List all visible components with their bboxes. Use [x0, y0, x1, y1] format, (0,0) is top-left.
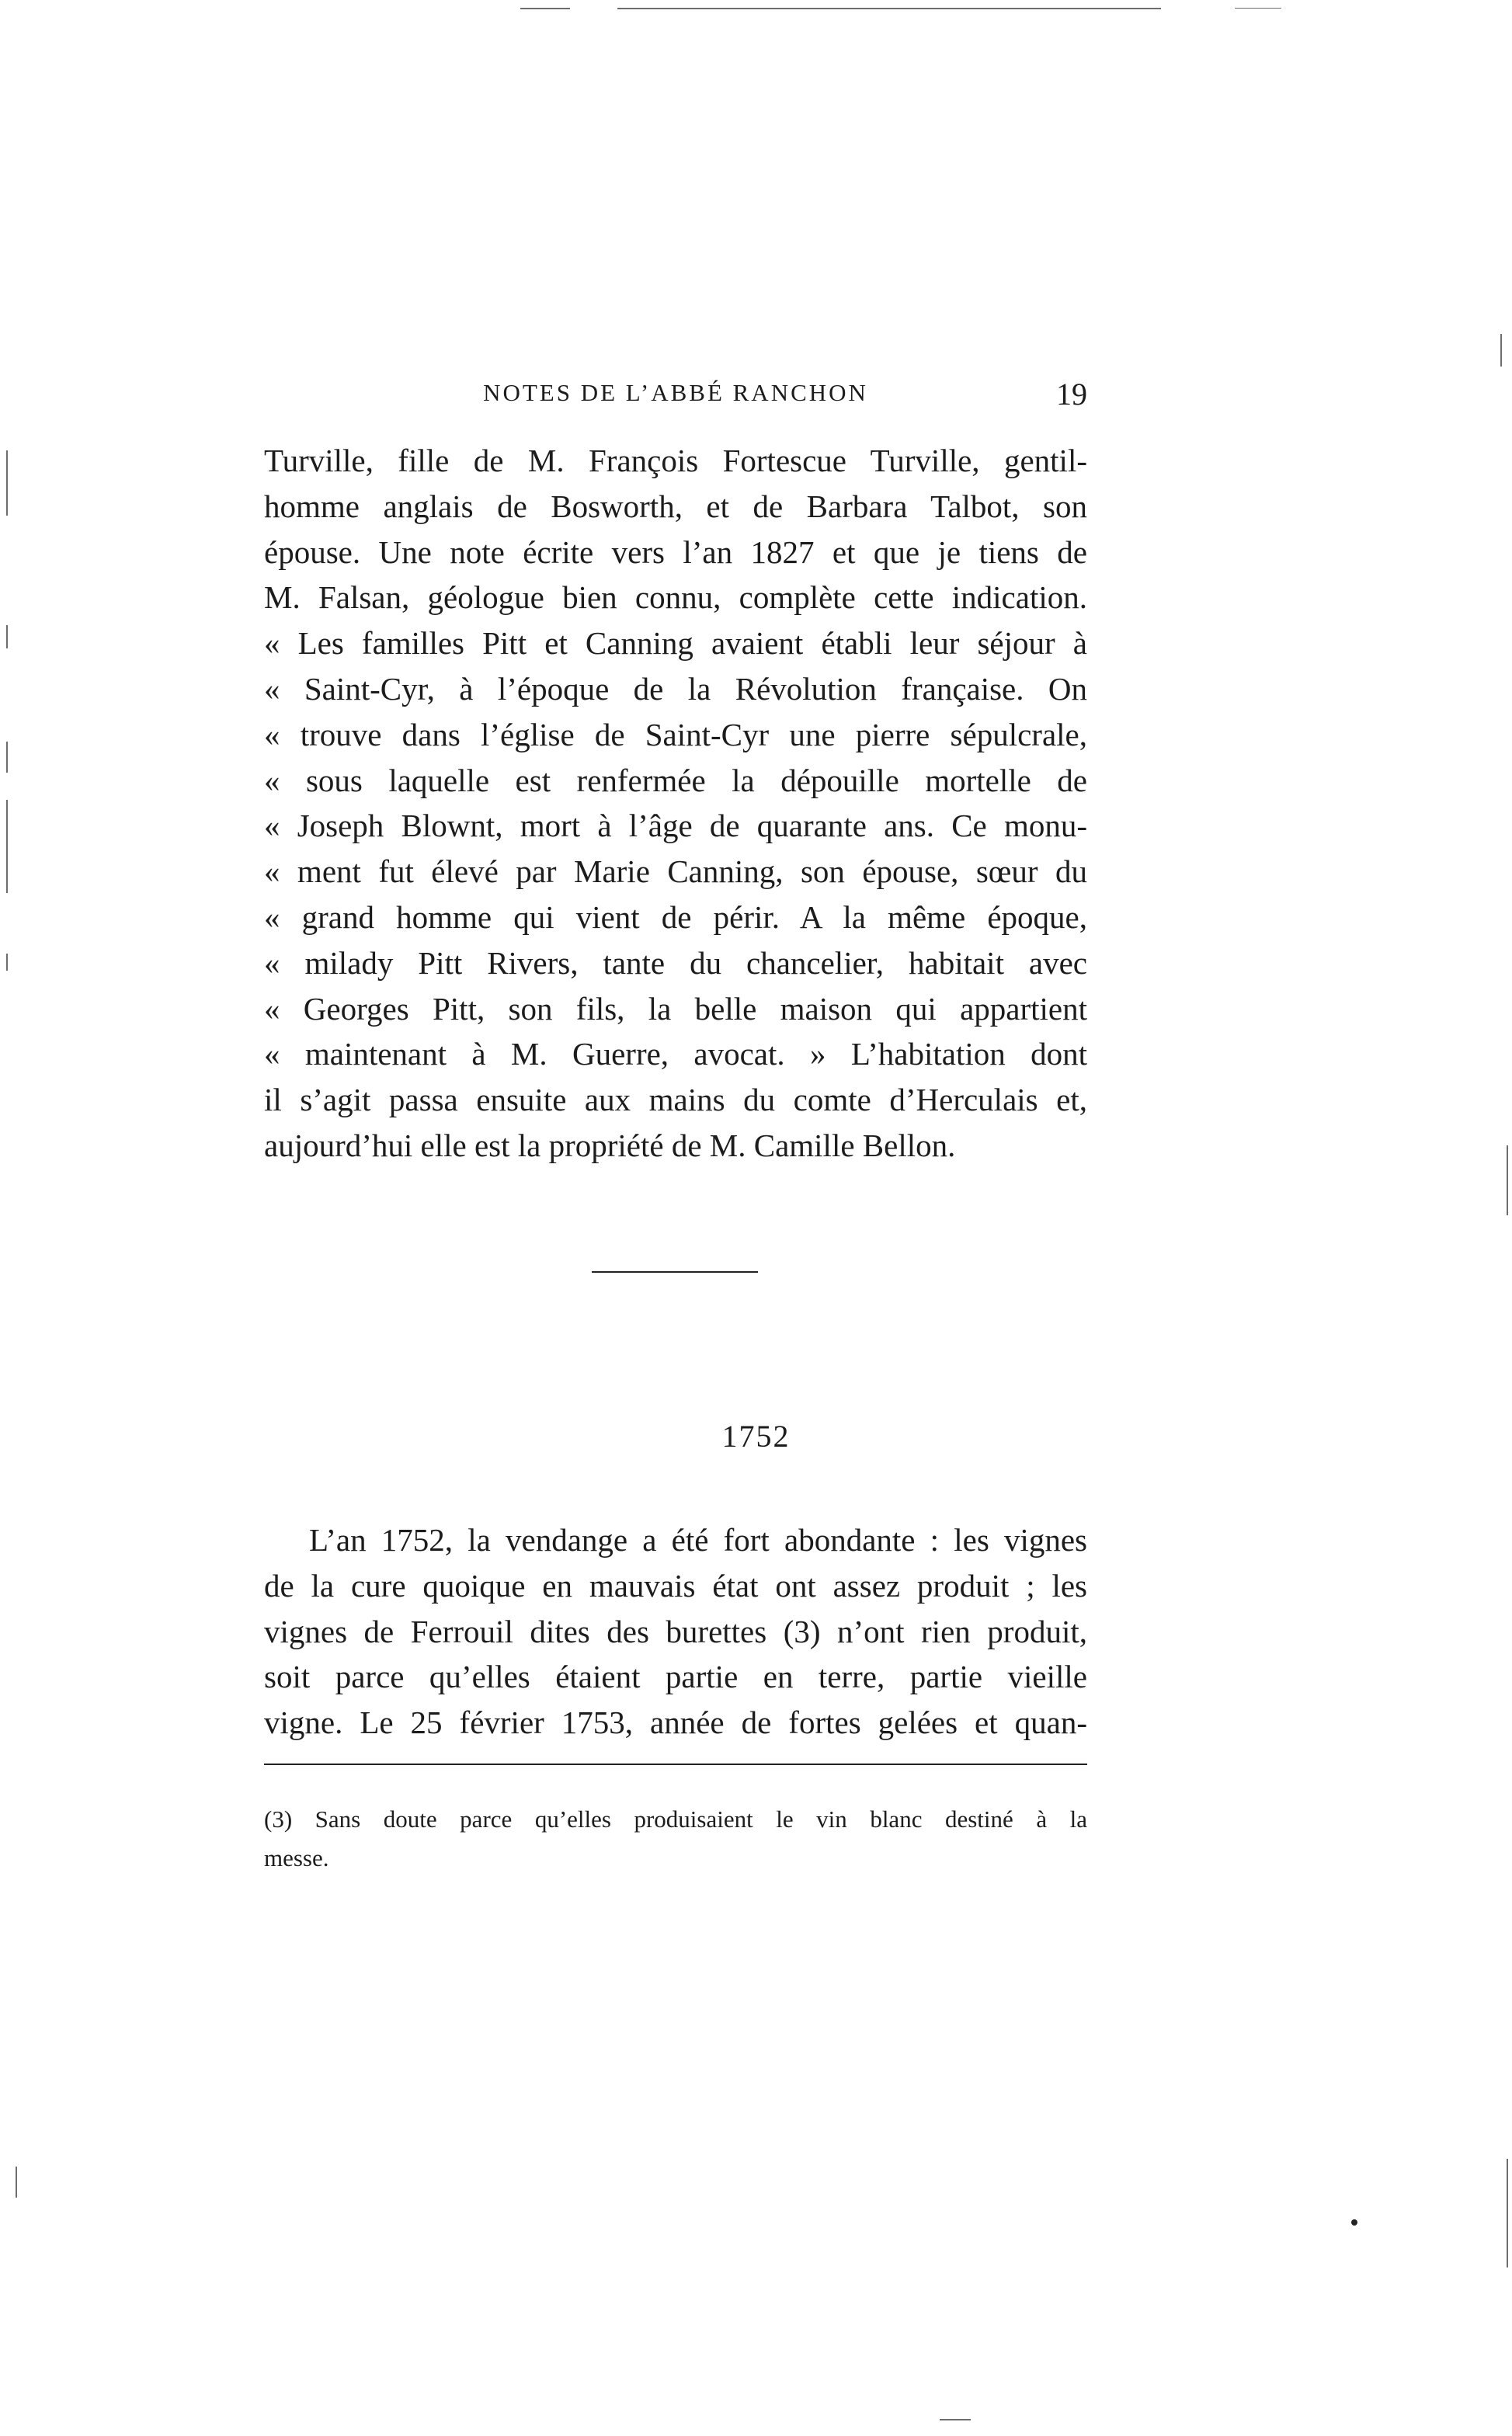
quoted-line: « milady Pitt Rivers, tante du chancelier, habitait avec — [264, 944, 1087, 981]
scan-artifact — [6, 450, 8, 516]
quoted-line: « grand homme qui vient de périr. A la même époque, — [264, 898, 1087, 935]
text-line: aujourd’hui elle est la propriété de M. Camille Bellon. — [264, 1127, 956, 1163]
section-heading-year: 1752 — [721, 1419, 791, 1454]
page-number: 19 — [1056, 377, 1087, 412]
scan-artifact — [617, 8, 1161, 9]
text-line: M. Falsan, géologue bien connu, complète cette indication. — [264, 579, 1087, 616]
paragraph-continued — [264, 438, 1087, 1169]
section-divider — [592, 1271, 758, 1273]
text-line: soit parce qu’elles étaient partie en terre, partie vieille — [264, 1659, 1087, 1695]
scan-artifact — [520, 8, 570, 9]
quoted-line: « trouve dans l’église de Saint-Cyr une pierre sépulcrale, — [264, 716, 1087, 752]
running-head — [264, 379, 1087, 418]
scan-artifact — [1507, 1145, 1508, 1215]
text-line: L’an 1752, la vendange a été fort abondante : les vignes — [309, 1522, 1087, 1558]
quoted-line: « Les familles Pitt et Canning avaient établi leur séjour à — [264, 625, 1087, 662]
running-title: NOTES DE L’ABBÉ RANCHON — [483, 379, 868, 406]
footnote-line: messe. — [264, 1844, 329, 1871]
text-line: homme anglais de Bosworth, et de Barbara Talbot, son — [264, 488, 1087, 524]
quoted-line: « Saint-Cyr, à l’époque de la Révolution française. On — [264, 670, 1087, 707]
quoted-line: « Georges Pitt, son fils, la belle maison qui appartient — [264, 990, 1087, 1027]
scan-artifact — [940, 2419, 971, 2420]
quoted-line: « maintenant à M. Guerre, avocat. » L’habitation dont — [264, 1036, 1087, 1072]
footnote-line: (3) Sans doute parce qu’elles produisaient le vin blanc destiné à la — [264, 1805, 1087, 1833]
quoted-line: « ment fut élevé par Marie Canning, son épouse, sœur du — [264, 853, 1087, 890]
footnote-divider — [264, 1764, 1087, 1765]
scan-artifact — [1351, 2219, 1357, 2226]
text-line: Turville, fille de M. François Fortescue Turville, gentil- — [264, 443, 1087, 478]
text-line: de la cure quoique en mauvais état ont assez produit ; les — [264, 1567, 1087, 1604]
scan-artifact — [1235, 8, 1281, 9]
paragraph-1752 — [264, 1517, 1087, 1746]
quoted-line: « sous laquelle est renfermée la dépouille mortelle de — [264, 762, 1087, 798]
scan-artifact — [1500, 334, 1502, 367]
text-line: vignes de Ferrouil dites des burettes (3) n’ont rien produit, — [264, 1613, 1087, 1649]
text-line: vigne. Le 25 février 1753, année de fortes gelées et quan- — [264, 1705, 1087, 1741]
scan-artifact — [16, 2167, 17, 2198]
scan-artifact — [6, 954, 8, 971]
scan-artifact — [6, 625, 8, 648]
text-line: il s’agit passa ensuite aux mains du comte d’Herculais et, — [264, 1082, 1087, 1118]
text-line: épouse. Une note écrite vers l’an 1827 et que je tiens de — [264, 533, 1087, 570]
footnote — [264, 1800, 1087, 1878]
scan-artifact — [6, 742, 8, 773]
scan-artifact — [1507, 2159, 1508, 2267]
quoted-line: « Joseph Blownt, mort à l’âge de quarante ans. Ce monu- — [264, 808, 1087, 844]
scan-artifact — [6, 800, 8, 893]
